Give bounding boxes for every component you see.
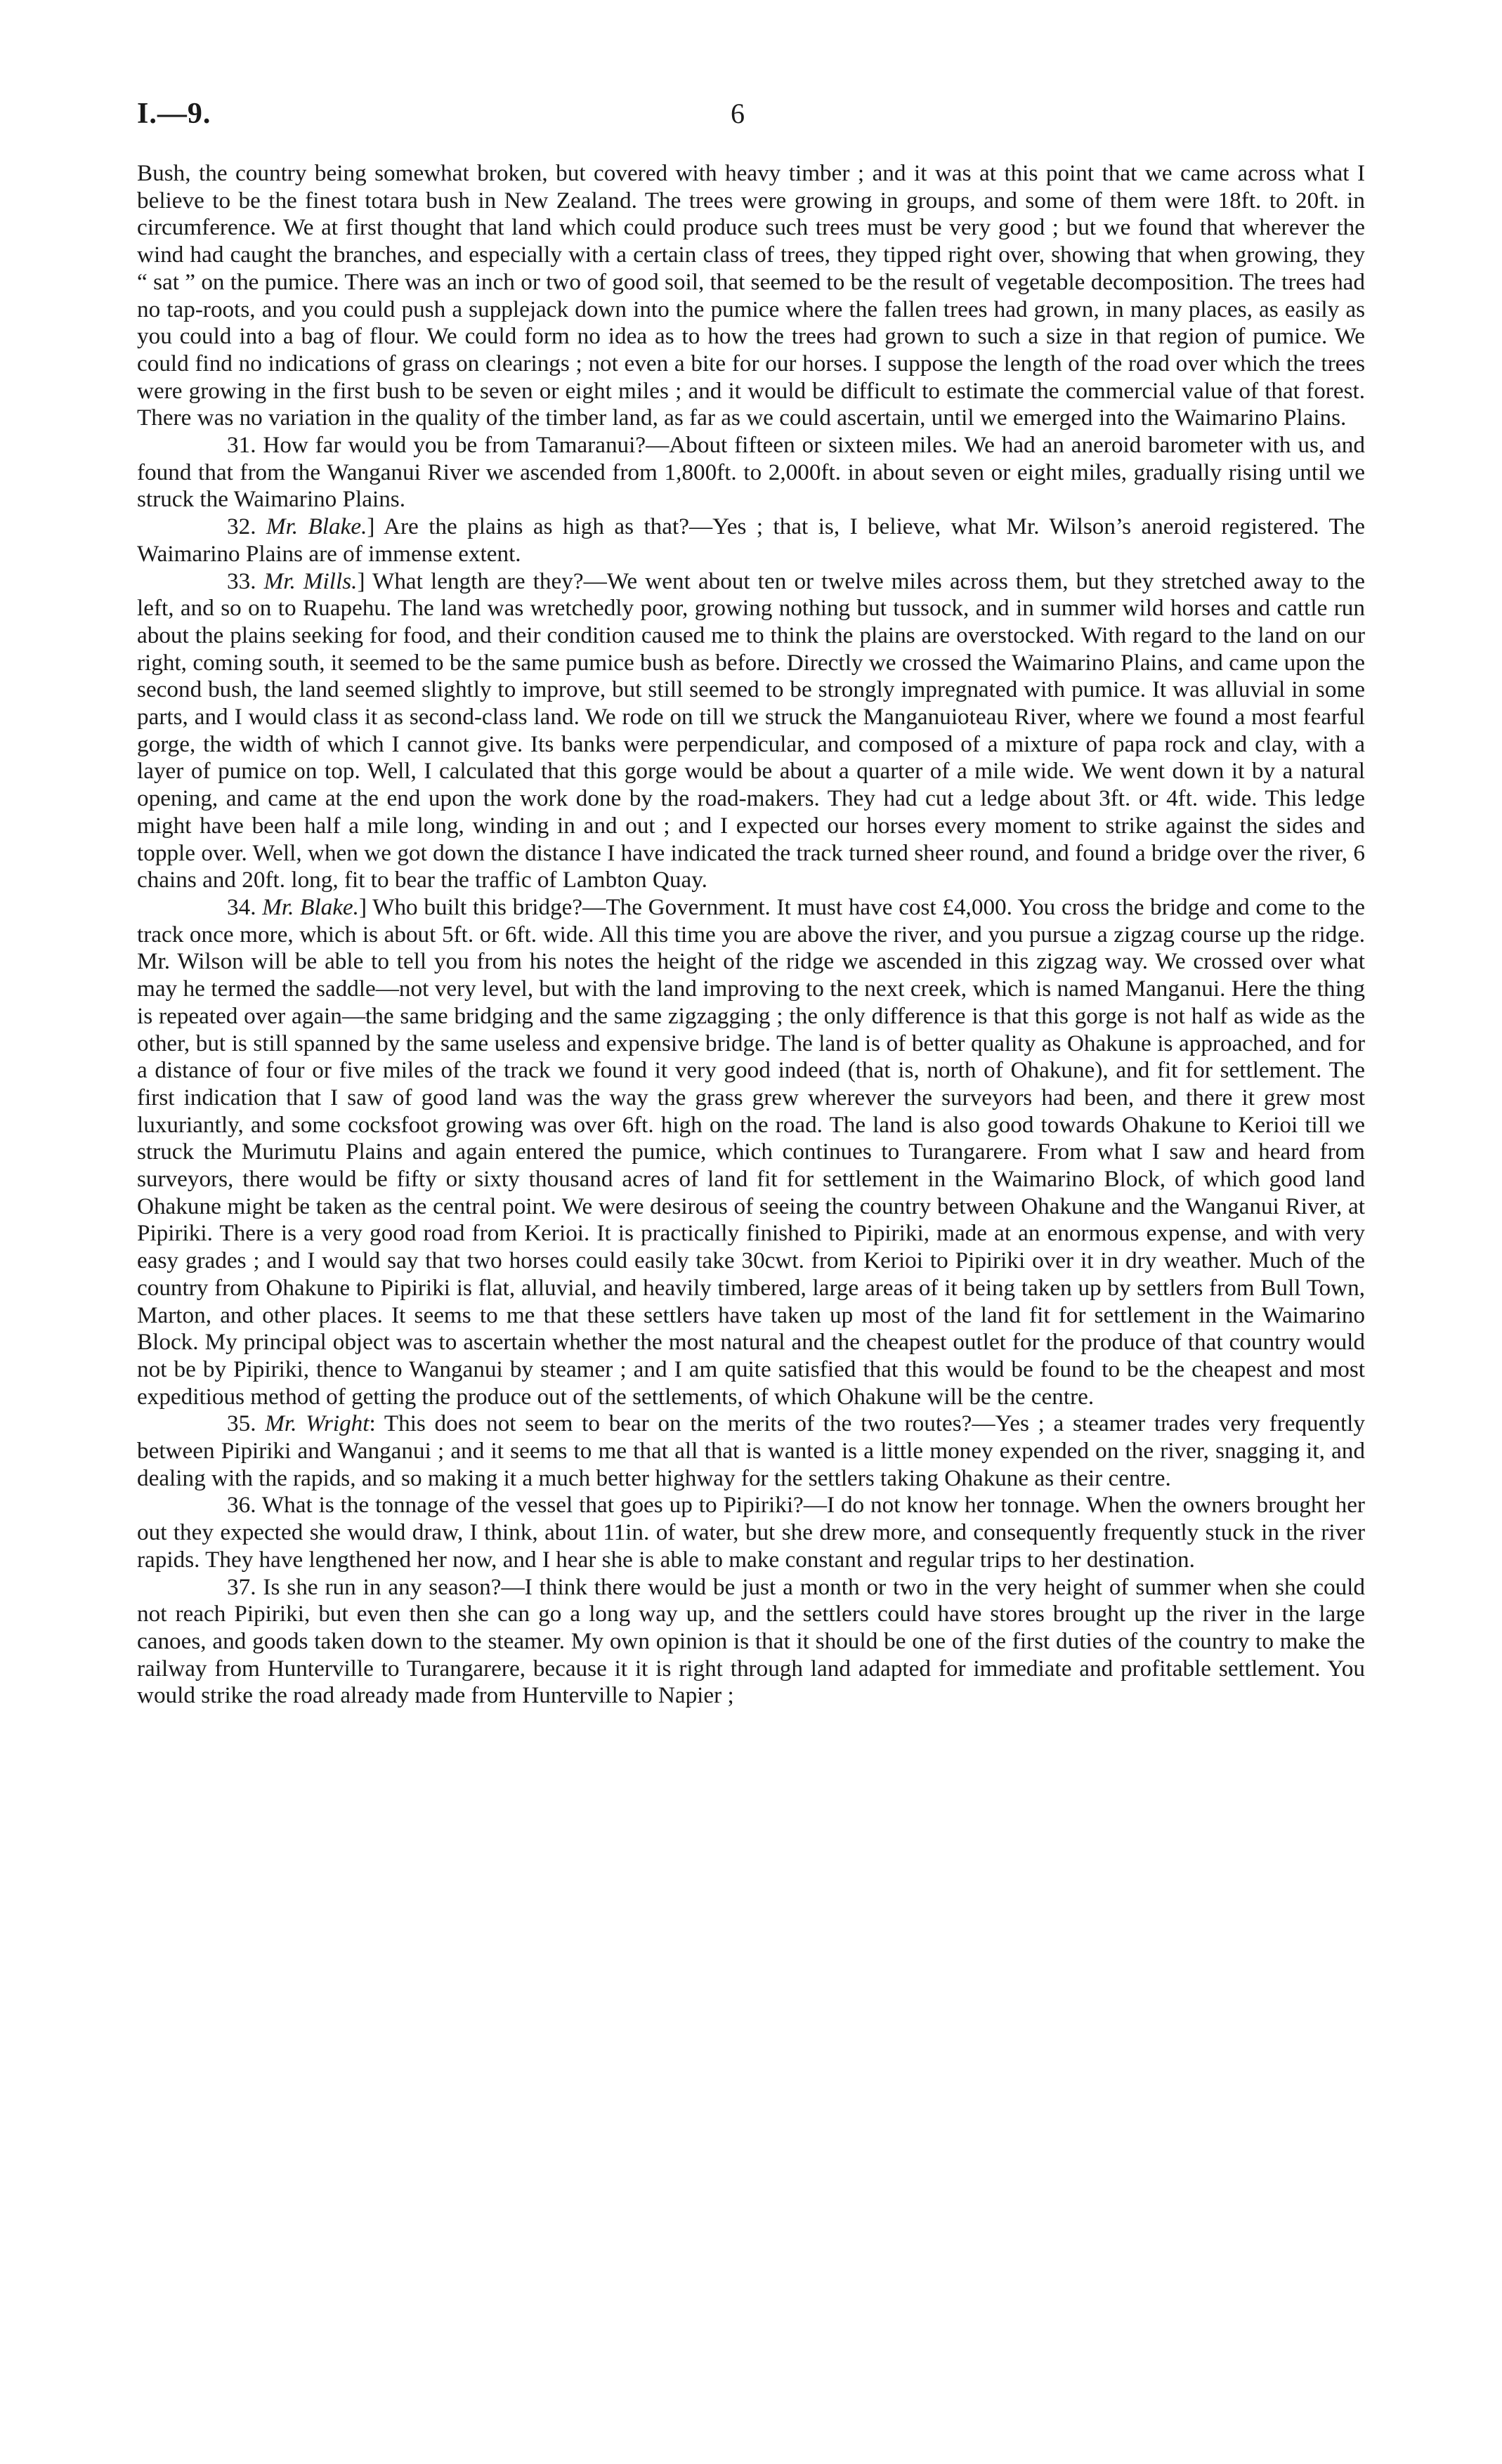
paragraph-q37: 37. Is she run in any season?—I think there would be just a month or two in the very height of summer when she could not reach Pipiriki, but even then she can go a long way up, and the settlers could have stores brought up the river in the large canoes, and goods taken down to the steamer. My own opinion is that it should be one of the first duties of the country to make the railway from Hunterville to Turangarere, because it it is right through land adapted for immediate and profitable settlement. You would strike the road already made from Hunterville to Napier ; <box>137 1573 1365 1709</box>
document-reference: I.—9. <box>137 98 211 130</box>
paragraph-q33: 33. Mr. Mills.] What length are they?—We went about ten or twelve miles across them, but they stretched away to the left, and so on to Ruapehu. The land was wretchedly poor, growing nothing but tussock, and in summer wild horses and cattle run about the plains seeking for food, and their condition caused me to think the plains are overstocked. With regard to the land on our right, coming south, it seemed to be the same pumice bush as before. Directly we crossed the Waimarino Plains, and came upon the second bush, the land seemed slightly to improve, but still seemed to be strongly impregnated with pumice. It was alluvial in some parts, and I would class it as second-class land. We rode on till we struck the Manganuioteau River, where we found a most fearful gorge, the width of which I cannot give. Its banks were perpendicular, and composed of a mixture of papa rock and clay, with a layer of pumice on top. Well, I calculated that this gorge would be about a quarter of a mile wide. We went down it by a natural opening, and came at the end upon the work done by the road-makers. They had cut a ledge about 3ft. or 4ft. wide. This ledge might have been half a mile long, winding in and out ; and I expected our horses every moment to strike against the sides and topple over. Well, when we got down the distance I have indicated the track turned sheer round, and found a bridge over the river, 6 chains and 20ft. long, fit to bear the traffic of Lambton Quay. <box>137 568 1365 893</box>
speaker-name: Mr. Blake. <box>266 513 367 540</box>
paragraph-q32: 32. Mr. Blake.] Are the plains as high as that?—Yes ; that is, I believe, what Mr. Wilson’s aneroid registered. The Waimarino Plains are of immense extent. <box>137 513 1365 567</box>
paragraph-continuation: Bush, the country being somewhat broken, but covered with heavy timber ; and it was at this point that we came across what I believe to be the finest totara bush in New Zealand. The trees were growing in groups, and some of them were 18ft. to 20ft. in circumference. We at first thought that land which could produce such trees must be very good ; but we found that wherever the wind had caught the branches, and especially with a certain class of trees, they tipped right over, showing that when growing, they “ sat ” on the pumice. There was an inch or two of good soil, that seemed to be the result of vegetable decomposition. The trees had no tap-roots, and you could push a supplejack down into the pumice where the fallen trees had grown, in many places, as easily as you could into a bag of flour. We could form no idea as to how the trees had grown to such a size in that region of pumice. We could find no indications of grass on clearings ; not even a bite for our horses. I suppose the length of the road over which the trees were growing in the first bush to be seven or eight miles ; and it would be difficult to estimate the commercial value of that forest. There was no variation in the quality of the timber land, as far as we could ascertain, until we emerged into the Waimarino Plains. <box>137 160 1365 431</box>
speaker-name: Mr. Wright <box>265 1410 370 1437</box>
paragraph-q31: 31. How far would you be from Tamaranui?—About fifteen or sixteen miles. We had an aneroid barometer with us, and found that from the Wanganui River we ascended from 1,800ft. to 2,000ft. in about seven or eight miles, gradually rising until we struck the Waimarino Plains. <box>137 432 1365 513</box>
speaker-name: Mr. Blake. <box>262 893 359 920</box>
paragraph-q35: 35. Mr. Wright: This does not seem to bear on the merits of the two routes?—Yes ; a steamer trades very frequently between Pipiriki and Wanganui ; and it seems to me that all that is wanted is a little money expended on the river, snagging it, and dealing with the rapids, and so making it a much better highway for the settlers taking Ohakune as their centre. <box>137 1410 1365 1491</box>
paragraph-q34: 34. Mr. Blake.] Who built this bridge?—The Government. It must have cost £4,000. You cross the bridge and come to the track once more, which is about 5ft. or 6ft. wide. All this time you are above the river, and you pursue a zigzag course up the ridge. Mr. Wilson will be able to tell you from his notes the height of the ridge we ascended in this zigzag way. We crossed over what may he termed the saddle—not very level, but with the land improving to the next creek, which is named Manganui. Here the thing is repeated over again—the same bridging and the same zigzagging ; the only difference is that this gorge is not half as wide as the other, but is still spanned by the same useless and expensive bridge. The land is of better quality as Ohakune is approached, and for a distance of four or five miles of the track we found it very good indeed (that is, north of Ohakune), and fit for settlement. The first indication that I saw of good land was the way the grass grew wherever the surveyors had been, and there it grew most luxuriantly, and some cocksfoot growing was over 6ft. high on the road. The land is also good towards Ohakune to Kerioi till we struck the Murimutu Plains and again entered the pumice, which continues to Turangarere. From what I saw and heard from surveyors, there would be fifty or sixty thousand acres of land fit for settlement in the Waimarino Block, of which good land Ohakune might be taken as the central point. We were desirous of seeing the country between Ohakune and the Wanganui River, at Pipiriki. There is a very good road from Kerioi. It is practically finished to Pipiriki, made at an enormous expense, and with very easy grades ; and I would say that two horses could easily take 30cwt. from Kerioi to Pipiriki over it in dry weather. Much of the country from Ohakune to Pipiriki is flat, alluvial, and heavily timbered, large areas of it being taken up by settlers from Bull Town, Marton, and other places. It seems to me that these settlers have taken up most of the land fit for settlement in the Waimarino Block. My principal object was to ascertain whether the most natural and the cheapest outlet for the produce of that country would not be by Pipiriki, thence to Wanganui by steamer ; and I am quite satisfied that this would be found to be the cheapest and most expeditious method of getting the produce out of the settlements, of which Ohakune will be the centre. <box>137 893 1366 1410</box>
page-number: 6 <box>731 98 745 129</box>
page-header <box>137 97 1365 139</box>
paragraph-q36: 36. What is the tonnage of the vessel that goes up to Pipiriki?—I do not know her tonnage. When the owners brought her out they expected she would draw, I think, about 11in. of water, but she drew more, and consequently frequently stuck in the river rapids. They have lengthened her now, and I hear she is able to make constant and regular trips to her destination. <box>137 1492 1365 1573</box>
body-text <box>137 160 1365 1710</box>
speaker-name: Mr. Mills. <box>263 568 358 594</box>
